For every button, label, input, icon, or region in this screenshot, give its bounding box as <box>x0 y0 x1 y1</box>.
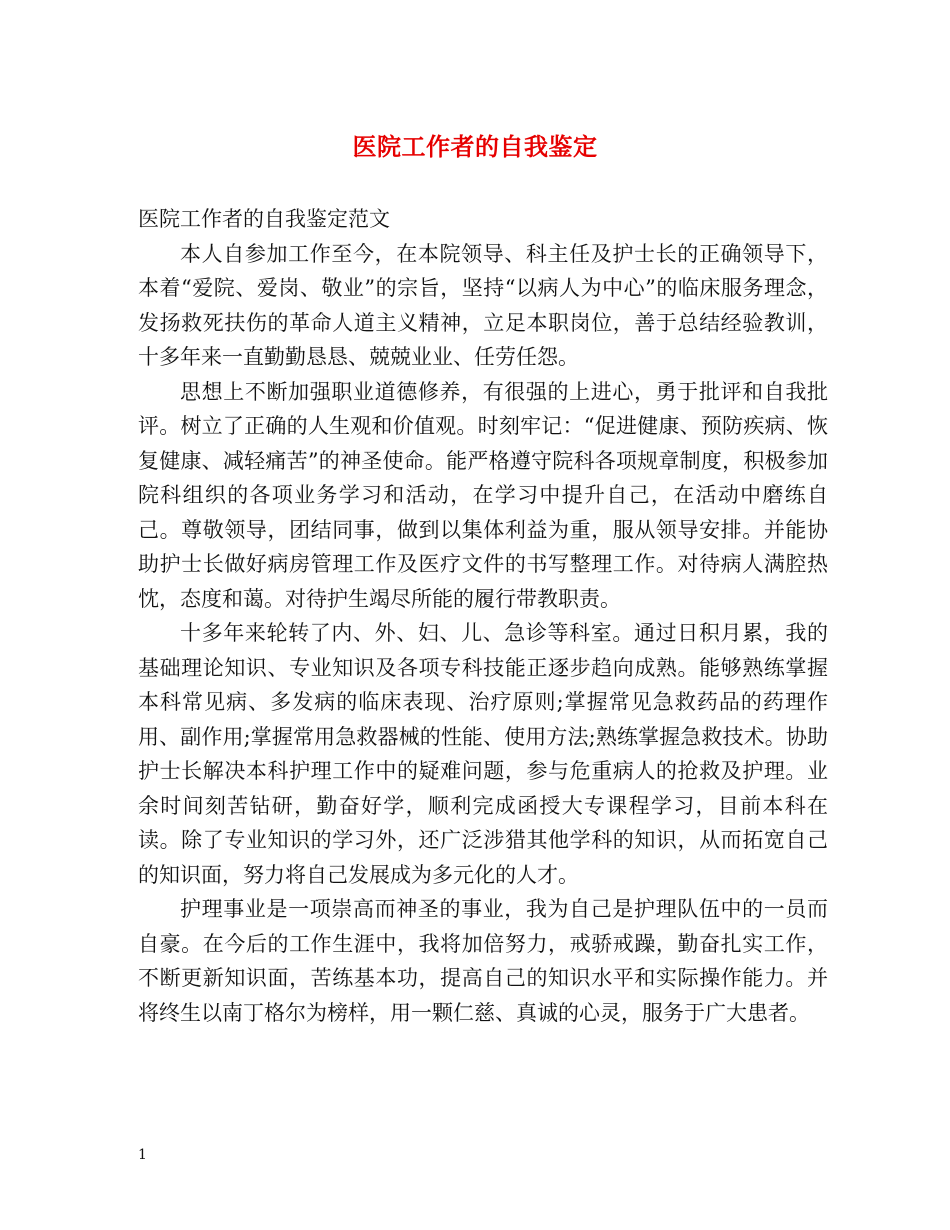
paragraph-3: 十多年来轮转了内、外、妇、儿、急诊等科室。通过日积月累，我的基础理论知识、专业知识及各项专科技能正逐步趋向成熟。能够熟练掌握本科常见病、多发病的临床表现、治疗原则;掌握常见急救药品的药理作用、副作用;掌握常用急救器械的性能、使用方法;熟练掌握急救技术。协助护士长解决本科护理工作中的疑难问题，参与危重病人的抢救及护理。业余时间刻苦钻研，勤奋好学，顺利完成函授大专课程学习，目前本科在读。除了专业知识的学习外，还广泛涉猎其他学科的知识，从而拓宽自己的知识面，努力将自己发展成为多元化的人才。 <box>138 621 828 887</box>
document-subtitle: 医院工作者的自我鉴定范文 <box>138 207 390 231</box>
paragraph-4: 护理事业是一项崇高而神圣的事业，我为自己是护理队伍中的一员而自豪。在今后的工作生涯中，我将加倍努力，戒骄戒躁，勤奋扎实工作，不断更新知识面，苦练基本功，提高自己的知识水平和实际操作能力。并将终生以南丁格尔为榜样，用一颗仁慈、真诚的心灵，服务于广大患者。 <box>138 897 828 1025</box>
document-body <box>138 202 828 1030</box>
paragraph-1: 本人自参加工作至今，在本院领导、科主任及护士长的正确领导下，本着“爱院、爱岗、敬业”的宗旨，坚持“以病人为中心”的临床服务理念，发扬救死扶伤的革命人道主义精神，立足本职岗位，善于总结经验教训，十多年来一直勤勤恳恳、兢兢业业、任劳任怨。 <box>138 241 828 369</box>
paragraph-2: 思想上不断加强职业道德修养，有很强的上进心，勇于批评和自我批评。树立了正确的人生观和价值观。时刻牢记：“促进健康、预防疾病、恢复健康、减轻痛苦”的神圣使命。能严格遵守院科各项规章制度，积极参加院科组织的各项业务学习和活动，在学习中提升自己，在活动中磨练自己。尊敬领导，团结同事，做到以集体利益为重，服从领导安排。并能协助护士长做好病房管理工作及医疗文件的书写整理工作。对待病人满腔热忱，态度和蔼。对待护生竭尽所能的履行带教职责。 <box>138 379 828 611</box>
page-number: 1 <box>138 1147 147 1163</box>
document-title: 医院工作者的自我鉴定 <box>352 132 598 161</box>
